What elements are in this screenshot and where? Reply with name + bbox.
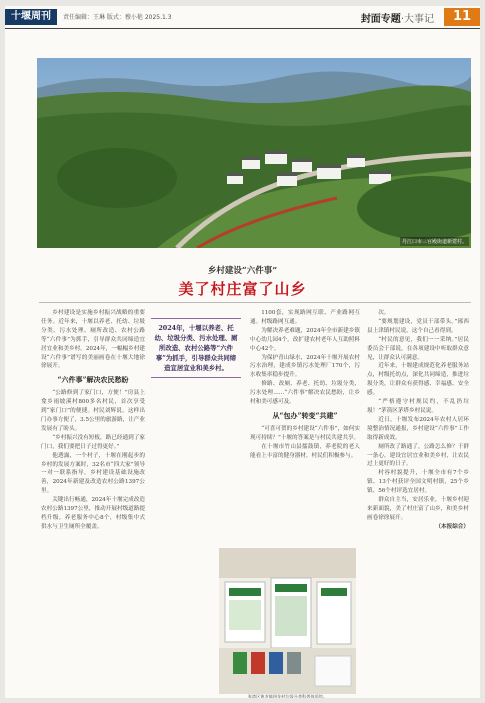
paragraph: 近日，十堰发布2024年农村人居环境整治情况通报，乡村建设“六件事”工作取得新成效。	[367, 416, 469, 441]
paragraph: 为解决养老难题，2024年全市新建乡镇中心幼儿园4个，改扩建农村老年人互助照料中心42个。	[250, 327, 360, 352]
paragraph: 1100套，实现路网互联、产业路网互通。村级路网互通。	[250, 310, 360, 325]
garbage-sorting-exhibit-image	[219, 548, 356, 694]
article-column-2	[250, 309, 360, 461]
section-name: 封面专题	[360, 14, 401, 25]
exhibit-photo	[219, 548, 356, 694]
paragraph: “公路修到了家门口，方便！”房县上龛乡雨坡溪村800多名村民，首次享受到“家门口”的便捷。村民刘辉说，这样出门办事方便了，3.5公里的旅游路，让产业发展有了盼头。	[41, 390, 145, 432]
paragraph: 关键出行畅通，2024年十堰完成改造农村公路1397公里，推动开展村级道路提档升级。养老服务中心8个，村级集中式供水与卫生厕所全覆盖。	[41, 497, 145, 530]
paragraph: “村民的意见，我们一一采纳。”居民委员会干部说，在各项建设中听取群众意见，让群众认可满意。	[367, 336, 469, 361]
paragraph: “可喜可贺的乡村建设“六件事”，如何实现可持续？”十堰的答案是与村民共建共享。	[250, 425, 360, 441]
article-column-3	[367, 309, 469, 532]
paragraph: “要规划建设，党员干部带头。”郧西县上津镇村民说，这个自己看得到。	[367, 318, 469, 334]
hero-photo	[37, 58, 471, 248]
article-kicker: 乡村建设“六件事”	[207, 266, 278, 276]
village-aerial-image	[37, 58, 471, 248]
exhibit-caption: 张湾区黄龙镇四龙村垃圾分类科普体验馆。	[247, 694, 328, 698]
paragraph: 在十堰市竹山县擂鼓镇，养老院的老人能看上丰富的健身器材，村民们积极参与。	[250, 443, 360, 459]
article-column-1	[41, 309, 145, 532]
page-number: 11	[444, 8, 480, 26]
newspaper-page	[5, 6, 480, 698]
paragraph: 乡村建设是实施乡村振兴战略的重要任务。近年来，十堰以养老、托幼、垃圾分类、污水处理、厕所改造、农村公路等“六件事”为抓手，引导群众共同缔造宜居宜业和美乡村。2024年，一幅幅乡村建设“六件事”谱写的美丽画卷在十堰大地徐徐展开。	[41, 310, 145, 370]
paragraph: “严格遵守村规民约，不乱扔垃圾！”茅箭区茅塔乡村民说。	[367, 399, 469, 414]
paragraph: “乡村振兴没有短板，路已经通到了家门口，我们要把日子过得更好。”	[41, 434, 145, 450]
hero-caption: 丹江口市三官殿街道新建村。	[401, 239, 467, 245]
lead-summary-text: 2024年，十堰以养老、托幼、垃圾分类、污水处理、厕所改造、农村公路等“六件事”为抓手，引导群众共同缔造宜居宜业和美乡村。	[151, 318, 241, 378]
subheading-2: 从“包办”转变“共建”	[272, 410, 338, 420]
masthead	[5, 6, 480, 29]
paragraph: 次。	[378, 310, 390, 316]
editor-credits: 责任编辑：王琳 版式：穆小艳 2025.1.3	[63, 14, 172, 21]
paragraph: 近年来，十堰建成规范化养老服务站点，村级托幼点，深化共同缔造，推进垃圾分类，让群众有获得感、幸福感、安全感。	[367, 363, 469, 397]
section-subtitle: ·大事记	[400, 14, 434, 25]
lead-summary	[151, 318, 241, 410]
paper-logo: 十堰周刊	[5, 9, 57, 25]
section-title	[361, 10, 434, 25]
subheading-1: “六件事”解决农民愁盼	[57, 375, 129, 385]
paragraph: 他透露，一个村子，十堰在刚起步的乡村的发展方案时，32名市“四大家”领导一对一联系指导，乡村建设基础设施改善，2024年新建及改造农村公路1397公里。	[41, 452, 145, 495]
paragraph: 修路、改厕、养老、托幼、垃圾分类、污水处理……“六件事”解决农民愁盼，让乡村和美可感可及。	[250, 381, 360, 406]
paragraph: 群众自主当，安居乐业，十堰乡村迎来新面貌，美了村庄富了山乡，和美乡村画卷徐徐展开。	[367, 497, 469, 521]
paragraph: 村容村貌提升，十堰全市有7个乡镇、13个村获评全国文明村镇，25个乡镇、56个村评选宜居村。	[367, 470, 469, 495]
article-headline: 美了村庄富了山乡	[178, 280, 307, 298]
source-note: （本报综合）	[435, 523, 469, 530]
paragraph: 为保护青山绿水，2024年十堰开展农村污水治理，建成乡镇污水处理厂170个，污水收集率稳步提升。	[250, 354, 360, 379]
headline-divider	[39, 302, 471, 303]
paragraph: 厕所改了路通了，公路怎么修？干群一条心，建设宜居宜业和美乡村，让农民过上更好的日子。	[367, 443, 469, 468]
